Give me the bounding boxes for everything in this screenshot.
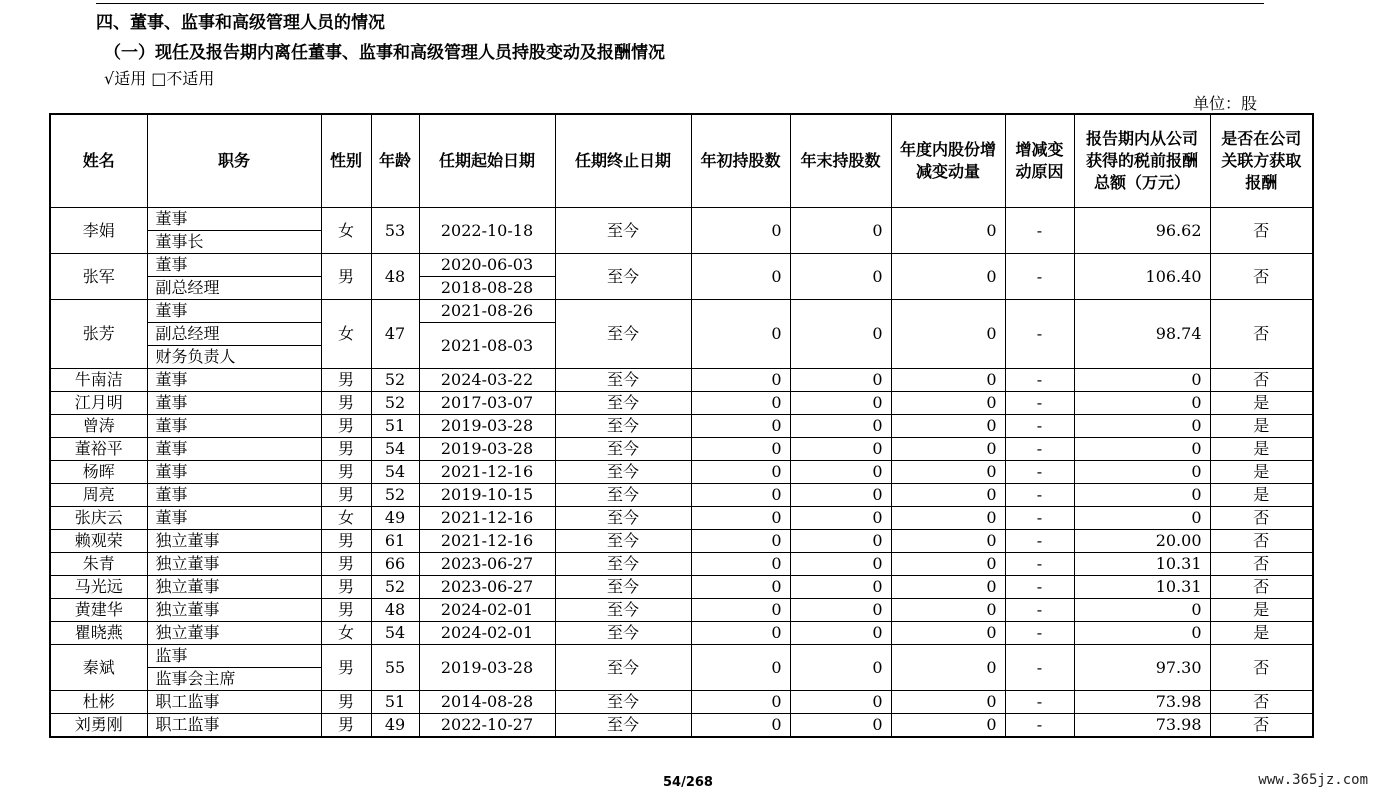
cell-gender: 男 xyxy=(321,691,371,714)
cell-age: 47 xyxy=(371,300,419,369)
cell-pay: 96.62 xyxy=(1074,208,1210,254)
cell-age: 54 xyxy=(371,461,419,484)
cell-role: 财务负责人 xyxy=(147,346,321,369)
cell-gender: 男 xyxy=(321,576,371,599)
cell-start-date: 2018-08-28 xyxy=(419,277,555,300)
cell-name: 曾涛 xyxy=(50,415,147,438)
cell-gender: 男 xyxy=(321,599,371,622)
cell-reason: - xyxy=(1005,691,1074,714)
cell-related: 否 xyxy=(1210,254,1313,300)
cell-reason: - xyxy=(1005,530,1074,553)
cell-gender: 男 xyxy=(321,392,371,415)
cell-end-shares: 0 xyxy=(790,645,891,691)
cell-end-date: 至今 xyxy=(555,415,691,438)
cell-end-date: 至今 xyxy=(555,553,691,576)
cell-start-date: 2023-06-27 xyxy=(419,576,555,599)
cell-age: 48 xyxy=(371,254,419,300)
cell-begin-shares: 0 xyxy=(691,438,790,461)
cell-pay: 10.31 xyxy=(1074,553,1210,576)
cell-start-date: 2021-12-16 xyxy=(419,507,555,530)
cell-reason: - xyxy=(1005,369,1074,392)
cell-change: 0 xyxy=(891,392,1005,415)
cell-age: 53 xyxy=(371,208,419,254)
cell-name: 杨晖 xyxy=(50,461,147,484)
cell-related: 否 xyxy=(1210,507,1313,530)
cell-start-date: 2019-03-28 xyxy=(419,415,555,438)
table-header-row xyxy=(50,114,1313,208)
cell-related: 否 xyxy=(1210,691,1313,714)
cell-reason: - xyxy=(1005,622,1074,645)
cell-role: 独立董事 xyxy=(147,576,321,599)
cell-reason: - xyxy=(1005,484,1074,507)
cell-role: 独立董事 xyxy=(147,622,321,645)
watermark: www.365jz.com xyxy=(1258,772,1368,788)
table-row xyxy=(50,392,1313,415)
table-row xyxy=(50,369,1313,392)
cell-end-date: 至今 xyxy=(555,392,691,415)
top-rule xyxy=(96,3,1264,4)
cell-change: 0 xyxy=(891,576,1005,599)
cell-change: 0 xyxy=(891,484,1005,507)
cell-start-date: 2023-06-27 xyxy=(419,553,555,576)
cell-role: 董事 xyxy=(147,484,321,507)
cell-pay: 0 xyxy=(1074,415,1210,438)
cell-begin-shares: 0 xyxy=(691,530,790,553)
cell-change: 0 xyxy=(891,645,1005,691)
header-reason: 增减变动原因 xyxy=(1005,114,1074,208)
cell-begin-shares: 0 xyxy=(691,415,790,438)
cell-name: 朱青 xyxy=(50,553,147,576)
cell-role: 董事 xyxy=(147,461,321,484)
cell-end-shares: 0 xyxy=(790,438,891,461)
cell-change: 0 xyxy=(891,369,1005,392)
cell-age: 52 xyxy=(371,576,419,599)
table-body xyxy=(50,208,1313,738)
cell-gender: 男 xyxy=(321,484,371,507)
cell-gender: 男 xyxy=(321,415,371,438)
cell-change: 0 xyxy=(891,714,1005,738)
cell-role: 董事 xyxy=(147,438,321,461)
cell-start-date: 2024-03-22 xyxy=(419,369,555,392)
cell-role: 副总经理 xyxy=(147,323,321,346)
table-row xyxy=(50,645,1313,668)
cell-start-date: 2022-10-18 xyxy=(419,208,555,254)
header-gender: 性别 xyxy=(321,114,371,208)
header-end-shares: 年末持股数 xyxy=(790,114,891,208)
cell-gender: 男 xyxy=(321,530,371,553)
cell-start-date: 2024-02-01 xyxy=(419,622,555,645)
executive-table xyxy=(49,113,1314,738)
table-row xyxy=(50,530,1313,553)
cell-end-shares: 0 xyxy=(790,369,891,392)
cell-role: 副总经理 xyxy=(147,277,321,300)
cell-related: 是 xyxy=(1210,392,1313,415)
table-row xyxy=(50,461,1313,484)
cell-role: 监事会主席 xyxy=(147,668,321,691)
cell-end-shares: 0 xyxy=(790,507,891,530)
cell-related: 否 xyxy=(1210,300,1313,369)
cell-gender: 女 xyxy=(321,507,371,530)
cell-end-date: 至今 xyxy=(555,599,691,622)
cell-name: 江月明 xyxy=(50,392,147,415)
cell-change: 0 xyxy=(891,691,1005,714)
table-row xyxy=(50,415,1313,438)
cell-begin-shares: 0 xyxy=(691,369,790,392)
cell-change: 0 xyxy=(891,530,1005,553)
cell-age: 52 xyxy=(371,392,419,415)
cell-start-date: 2024-02-01 xyxy=(419,599,555,622)
cell-reason: - xyxy=(1005,507,1074,530)
cell-gender: 女 xyxy=(321,208,371,254)
cell-pay: 20.00 xyxy=(1074,530,1210,553)
cell-end-date: 至今 xyxy=(555,714,691,738)
cell-end-shares: 0 xyxy=(790,300,891,369)
cell-pay: 73.98 xyxy=(1074,691,1210,714)
cell-role: 董事 xyxy=(147,507,321,530)
cell-reason: - xyxy=(1005,415,1074,438)
cell-begin-shares: 0 xyxy=(691,300,790,369)
cell-related: 是 xyxy=(1210,484,1313,507)
cell-pay: 10.31 xyxy=(1074,576,1210,599)
cell-name: 董裕平 xyxy=(50,438,147,461)
cell-change: 0 xyxy=(891,622,1005,645)
cell-gender: 女 xyxy=(321,300,371,369)
cell-name: 马光远 xyxy=(50,576,147,599)
cell-related: 是 xyxy=(1210,461,1313,484)
cell-reason: - xyxy=(1005,208,1074,254)
cell-role: 职工监事 xyxy=(147,714,321,738)
cell-related: 是 xyxy=(1210,622,1313,645)
cell-name: 张军 xyxy=(50,254,147,300)
cell-start-date: 2019-03-28 xyxy=(419,438,555,461)
cell-related: 否 xyxy=(1210,208,1313,254)
subsection-title: （一）现任及报告期内离任董事、监事和高级管理人员持股变动及报酬情况 xyxy=(104,43,665,63)
cell-pay: 106.40 xyxy=(1074,254,1210,300)
cell-related: 是 xyxy=(1210,599,1313,622)
cell-name: 赖观荣 xyxy=(50,530,147,553)
cell-role: 独立董事 xyxy=(147,553,321,576)
cell-gender: 女 xyxy=(321,622,371,645)
cell-related: 否 xyxy=(1210,576,1313,599)
cell-end-date: 至今 xyxy=(555,461,691,484)
cell-reason: - xyxy=(1005,599,1074,622)
unit-label: 单位：股 xyxy=(1193,94,1258,113)
cell-start-date: 2019-03-28 xyxy=(419,645,555,691)
cell-name: 李娟 xyxy=(50,208,147,254)
cell-role: 董事 xyxy=(147,392,321,415)
section-title: 四、董事、监事和高级管理人员的情况 xyxy=(96,13,385,33)
cell-end-date: 至今 xyxy=(555,691,691,714)
cell-end-shares: 0 xyxy=(790,691,891,714)
cell-related: 否 xyxy=(1210,530,1313,553)
cell-end-date: 至今 xyxy=(555,576,691,599)
table-row xyxy=(50,622,1313,645)
cell-age: 61 xyxy=(371,530,419,553)
cell-end-date: 至今 xyxy=(555,645,691,691)
cell-age: 48 xyxy=(371,599,419,622)
cell-age: 49 xyxy=(371,507,419,530)
cell-pay: 0 xyxy=(1074,392,1210,415)
cell-change: 0 xyxy=(891,254,1005,300)
cell-end-shares: 0 xyxy=(790,461,891,484)
cell-begin-shares: 0 xyxy=(691,254,790,300)
cell-gender: 男 xyxy=(321,553,371,576)
cell-role: 董事 xyxy=(147,415,321,438)
cell-end-shares: 0 xyxy=(790,208,891,254)
cell-begin-shares: 0 xyxy=(691,392,790,415)
cell-begin-shares: 0 xyxy=(691,622,790,645)
cell-change: 0 xyxy=(891,300,1005,369)
cell-reason: - xyxy=(1005,461,1074,484)
table-row xyxy=(50,484,1313,507)
cell-begin-shares: 0 xyxy=(691,691,790,714)
cell-begin-shares: 0 xyxy=(691,576,790,599)
cell-role: 董事 xyxy=(147,254,321,277)
cell-start-date: 2022-10-27 xyxy=(419,714,555,738)
header-change: 年度内股份增减变动量 xyxy=(891,114,1005,208)
cell-pay: 0 xyxy=(1074,599,1210,622)
cell-gender: 男 xyxy=(321,254,371,300)
table-row xyxy=(50,208,1313,231)
cell-end-shares: 0 xyxy=(790,415,891,438)
cell-reason: - xyxy=(1005,576,1074,599)
cell-role: 职工监事 xyxy=(147,691,321,714)
cell-begin-shares: 0 xyxy=(691,484,790,507)
cell-end-shares: 0 xyxy=(790,599,891,622)
header-name: 姓名 xyxy=(50,114,147,208)
cell-gender: 男 xyxy=(321,645,371,691)
table-row xyxy=(50,553,1313,576)
cell-end-date: 至今 xyxy=(555,484,691,507)
cell-reason: - xyxy=(1005,392,1074,415)
header-pay: 报告期内从公司获得的税前报酬总额（万元） xyxy=(1074,114,1210,208)
table-row xyxy=(50,438,1313,461)
cell-start-date: 2021-12-16 xyxy=(419,461,555,484)
cell-pay: 0 xyxy=(1074,484,1210,507)
cell-change: 0 xyxy=(891,507,1005,530)
cell-name: 瞿晓燕 xyxy=(50,622,147,645)
cell-related: 否 xyxy=(1210,553,1313,576)
cell-age: 52 xyxy=(371,484,419,507)
cell-age: 49 xyxy=(371,714,419,738)
cell-start-date: 2020-06-03 xyxy=(419,254,555,277)
cell-end-shares: 0 xyxy=(790,553,891,576)
cell-begin-shares: 0 xyxy=(691,714,790,738)
cell-role: 董事 xyxy=(147,300,321,323)
cell-start-date: 2017-03-07 xyxy=(419,392,555,415)
cell-change: 0 xyxy=(891,599,1005,622)
cell-start-date: 2021-08-03 xyxy=(419,323,555,369)
cell-age: 51 xyxy=(371,415,419,438)
cell-related: 是 xyxy=(1210,438,1313,461)
cell-begin-shares: 0 xyxy=(691,645,790,691)
cell-name: 秦斌 xyxy=(50,645,147,691)
cell-name: 牛南洁 xyxy=(50,369,147,392)
cell-name: 黄建华 xyxy=(50,599,147,622)
cell-pay: 97.30 xyxy=(1074,645,1210,691)
cell-begin-shares: 0 xyxy=(691,461,790,484)
cell-change: 0 xyxy=(891,553,1005,576)
cell-start-date: 2021-08-26 xyxy=(419,300,555,323)
table-row xyxy=(50,254,1313,277)
table-row xyxy=(50,714,1313,738)
table-row xyxy=(50,300,1313,323)
cell-change: 0 xyxy=(891,461,1005,484)
header-start: 任期起始日期 xyxy=(419,114,555,208)
cell-end-date: 至今 xyxy=(555,369,691,392)
cell-related: 是 xyxy=(1210,415,1313,438)
cell-name: 刘勇刚 xyxy=(50,714,147,738)
cell-begin-shares: 0 xyxy=(691,599,790,622)
cell-name: 周亮 xyxy=(50,484,147,507)
cell-end-shares: 0 xyxy=(790,714,891,738)
header-begin-shares: 年初持股数 xyxy=(691,114,790,208)
table-row xyxy=(50,691,1313,714)
cell-end-shares: 0 xyxy=(790,576,891,599)
cell-age: 54 xyxy=(371,438,419,461)
cell-end-date: 至今 xyxy=(555,530,691,553)
table-row xyxy=(50,576,1313,599)
cell-gender: 男 xyxy=(321,438,371,461)
cell-related: 否 xyxy=(1210,369,1313,392)
cell-role: 董事 xyxy=(147,369,321,392)
cell-change: 0 xyxy=(891,415,1005,438)
cell-pay: 0 xyxy=(1074,622,1210,645)
cell-reason: - xyxy=(1005,438,1074,461)
cell-name: 张庆云 xyxy=(50,507,147,530)
cell-age: 55 xyxy=(371,645,419,691)
cell-name: 张芳 xyxy=(50,300,147,369)
header-age: 年龄 xyxy=(371,114,419,208)
cell-pay: 98.74 xyxy=(1074,300,1210,369)
cell-pay: 0 xyxy=(1074,369,1210,392)
page-number: 54/268 xyxy=(663,775,713,790)
cell-change: 0 xyxy=(891,208,1005,254)
cell-end-date: 至今 xyxy=(555,622,691,645)
cell-role: 监事 xyxy=(147,645,321,668)
cell-pay: 0 xyxy=(1074,461,1210,484)
header-end: 任期终止日期 xyxy=(555,114,691,208)
cell-reason: - xyxy=(1005,645,1074,691)
cell-related: 否 xyxy=(1210,645,1313,691)
cell-gender: 男 xyxy=(321,461,371,484)
cell-related: 否 xyxy=(1210,714,1313,738)
applicability-options: √适用 □不适用 xyxy=(104,69,215,88)
cell-end-date: 至今 xyxy=(555,254,691,300)
cell-end-date: 至今 xyxy=(555,300,691,369)
cell-role: 董事长 xyxy=(147,231,321,254)
cell-end-date: 至今 xyxy=(555,208,691,254)
cell-gender: 男 xyxy=(321,369,371,392)
cell-begin-shares: 0 xyxy=(691,208,790,254)
cell-begin-shares: 0 xyxy=(691,507,790,530)
cell-end-date: 至今 xyxy=(555,438,691,461)
cell-age: 54 xyxy=(371,622,419,645)
cell-name: 杜彬 xyxy=(50,691,147,714)
cell-reason: - xyxy=(1005,714,1074,738)
cell-end-shares: 0 xyxy=(790,392,891,415)
cell-pay: 0 xyxy=(1074,507,1210,530)
cell-start-date: 2019-10-15 xyxy=(419,484,555,507)
cell-end-date: 至今 xyxy=(555,507,691,530)
cell-reason: - xyxy=(1005,553,1074,576)
cell-gender: 男 xyxy=(321,714,371,738)
header-related: 是否在公司关联方获取报酬 xyxy=(1210,114,1313,208)
cell-role: 董事 xyxy=(147,208,321,231)
cell-start-date: 2014-08-28 xyxy=(419,691,555,714)
cell-end-shares: 0 xyxy=(790,254,891,300)
table-row xyxy=(50,599,1313,622)
header-role: 职务 xyxy=(147,114,321,208)
cell-end-shares: 0 xyxy=(790,622,891,645)
cell-change: 0 xyxy=(891,438,1005,461)
cell-end-shares: 0 xyxy=(790,530,891,553)
cell-reason: - xyxy=(1005,254,1074,300)
table-row xyxy=(50,507,1313,530)
cell-pay: 0 xyxy=(1074,438,1210,461)
cell-role: 独立董事 xyxy=(147,530,321,553)
cell-begin-shares: 0 xyxy=(691,553,790,576)
cell-role: 独立董事 xyxy=(147,599,321,622)
cell-end-shares: 0 xyxy=(790,484,891,507)
cell-pay: 73.98 xyxy=(1074,714,1210,738)
cell-start-date: 2021-12-16 xyxy=(419,530,555,553)
cell-age: 66 xyxy=(371,553,419,576)
cell-age: 52 xyxy=(371,369,419,392)
cell-reason: - xyxy=(1005,300,1074,369)
cell-age: 51 xyxy=(371,691,419,714)
